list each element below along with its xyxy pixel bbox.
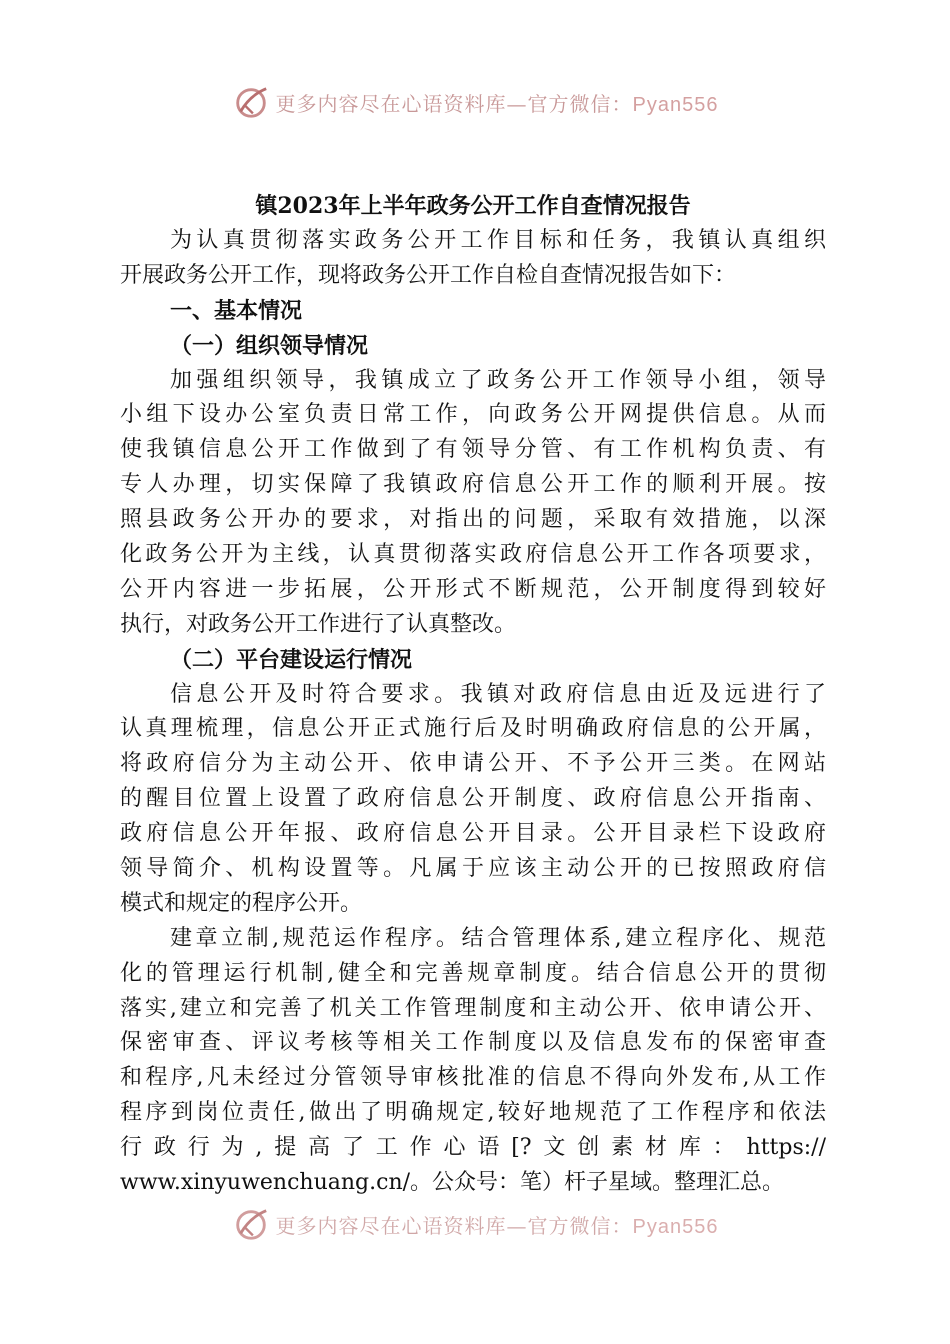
- paragraph-line: 的醒目位置上设置了政府信息公开制度、政府信息公开指南、: [120, 786, 826, 812]
- paragraph-line: 照县政务公开办的要求，对指出的问题，采取有效措施，以深: [120, 507, 826, 533]
- document-body: [120, 188, 826, 1201]
- watermark-text: 更多内容尽在心语资料库—官方微信：Pyan556: [275, 91, 719, 116]
- paragraph-line: 政府信息公开年报、政府信息公开目录。公开目录栏下设政府: [120, 821, 826, 847]
- paragraph-line: 将政府信分为主动公开、依申请公开、不予公开三类。在网站: [120, 751, 826, 777]
- wechat-id: Pyan556: [632, 93, 719, 116]
- subsection-heading: （一）组织领导情况: [170, 332, 369, 359]
- paragraph-line: www.xinyuwenchuang.cn/。公众号：笔）杆子星域。整理汇总。: [120, 1170, 785, 1196]
- paragraph-line: 模式和规定的程序公开。: [120, 890, 363, 916]
- paragraph-line: 行政行为,提高了工作心语[?文创素材库：https://: [120, 1135, 826, 1161]
- section-heading: 一、基本情况: [170, 297, 303, 324]
- paragraph-line: 化的管理运行机制,健全和完善规章制度。结合信息公开的贯彻: [120, 960, 826, 986]
- paragraph-line: 为认真贯彻落实政务公开工作目标和任务，我镇认真组织: [170, 228, 826, 253]
- paragraph-line: 领导简介、机构设置等。凡属于应该主动公开的已按照政府信: [120, 856, 826, 882]
- brand-logo-icon: [232, 83, 270, 121]
- paragraph-line: 化政务公开为主线，认真贯彻落实政府信息公开工作各项要求，: [120, 542, 826, 568]
- document-title: 镇2023年上半年政务公开工作自查情况报告: [255, 193, 691, 219]
- subsection-heading: （二）平台建设运行情况: [170, 646, 413, 673]
- paragraph-line: 专人办理，切实保障了我镇政府信息公开工作的顺利开展。按: [120, 472, 826, 498]
- paragraph-line: 程序到岗位责任,做出了明确规定,较好地规范了工作程序和依法: [120, 1100, 826, 1126]
- paragraph-line: 加强组织领导，我镇成立了政务公开工作领导小组，领导: [170, 367, 826, 393]
- paragraph-line: 使我镇信息公开工作做到了有领导分管、有工作机构负责、有: [120, 437, 826, 463]
- footer-watermark: [0, 1204, 950, 1244]
- paragraph-line: 信息公开及时符合要求。我镇对政府信息由近及远进行了: [170, 681, 826, 707]
- paragraph-line: 和程序,凡未经过分管领导审核批准的信息不得向外发布,从工作: [120, 1065, 826, 1091]
- header-watermark: [0, 82, 950, 122]
- paragraph-line: 认真理梳理，信息公开正式施行后及时明确政府信息的公开属，: [120, 716, 826, 742]
- paragraph-line: 保密审查、评议考核等相关工作制度以及信息发布的保密审查: [120, 1030, 826, 1056]
- paragraph-line: 建章立制,规范运作程序。结合管理体系,建立程序化、规范: [170, 925, 826, 951]
- paragraph-line: 开展政务公开工作，现将政务公开工作自检自查情况报告如下：: [120, 262, 737, 288]
- paragraph-line: 公开内容进一步拓展，公开形式不断规范，公开制度得到较好: [120, 576, 826, 602]
- wechat-id: Pyan556: [632, 1215, 719, 1238]
- watermark-text: 更多内容尽在心语资料库—官方微信：Pyan556: [275, 1213, 719, 1238]
- brand-logo-icon: [232, 1205, 270, 1243]
- paragraph-line: 执行，对政务公开工作进行了认真整改。: [120, 611, 517, 637]
- paragraph-line: 小组下设办公室负责日常工作，向政务公开网提供信息。从而: [120, 402, 826, 428]
- paragraph-line: 落实,建立和完善了机关工作管理制度和主动公开、依申请公开、: [120, 995, 826, 1021]
